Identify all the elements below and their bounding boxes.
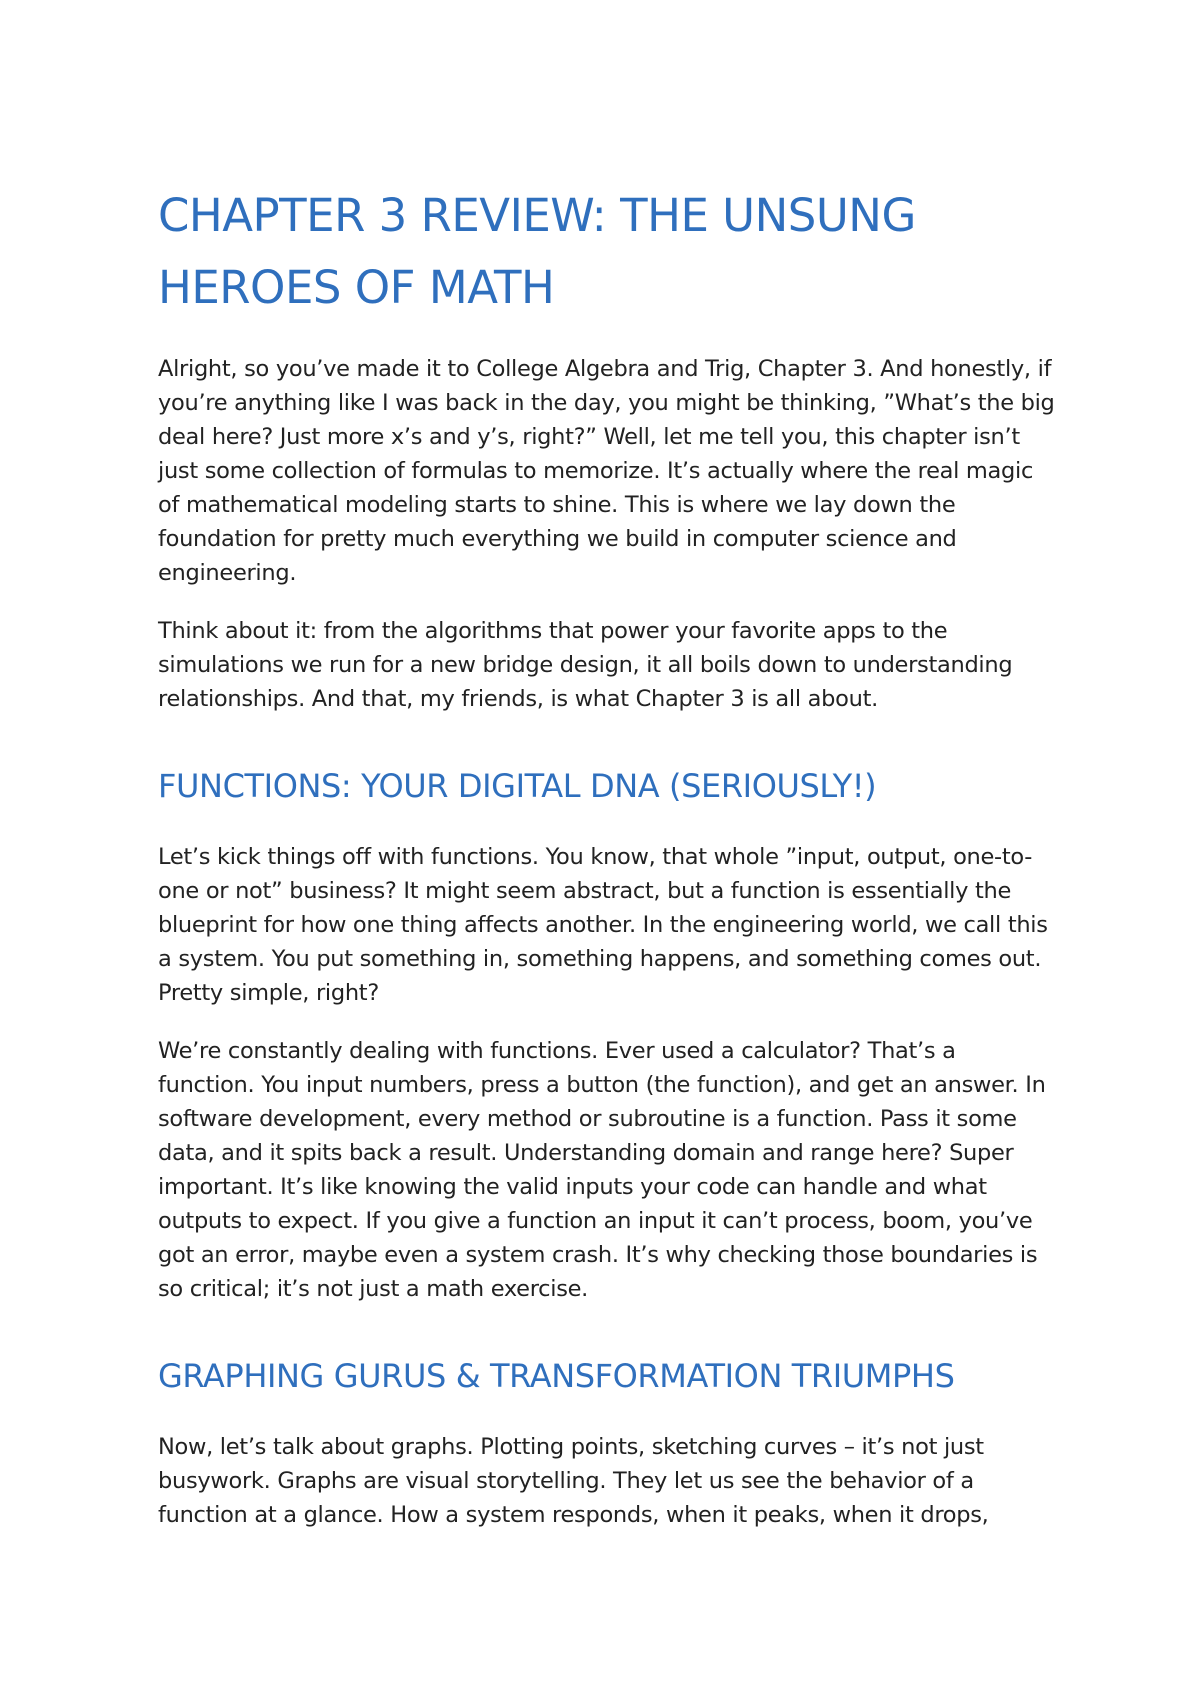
functions-paragraph-2: We’re constantly dealing with functions. Ever used a calculator? That’s a function. You input numbers, press a button (the function), and get an answer. In software development, every method or subroutine is a function. Pass it some data, and it spits back a result. Understanding domain and range here? Super important. It’s like knowing the valid inputs your code can handle and what outputs to expect. If you give a function an input it can’t process, boom, you’ve got an error, maybe even a system crash. It’s why checking those boundaries is so critical; it’s not just a math exercise. [158,1038,1046,1302]
intro-paragraph-2: Think about it: from the algorithms that power your favorite apps to the simulations we run for a new bridge design, it all boils down to understanding relationships. And that, my friends, is what Chapter 3 is all about. [158,618,1013,712]
document-page [158,180,1058,1556]
section-heading-functions: FUNCTIONS: YOUR DIGITAL DNA (SERIOUSLY!) [158,767,877,805]
page-title [158,180,1058,324]
functions-paragraph-1: Let’s kick things off with functions. You know, that whole ”input, output, one-to-one or not” business? It might seem abstract, but a function is essentially the blueprint for how one thing affects another. In the engineering world, we call this a system. You put something in, something happens, and something comes out. Pretty simple, right? [158,844,1048,1006]
intro-paragraph-1: Alright, so you’ve made it to College Algebra and Trig, Chapter 3. And honestly, if you’re anything like I was back in the day, you might be thinking, ”What’s the big deal here? Just more x’s and y’s, right?” Well, let me tell you, this chapter isn’t just some collection of formulas to memorize. It’s actually where the real magic of mathematical modeling starts to shine. This is where we lay down the foundation for pretty much everything we build in computer science and engineering. [158,356,1055,586]
title-line-2: HEROES OF MATH [158,261,555,314]
section-heading-graphing: GRAPHING GURUS & TRANSFORMATION TRIUMPHS [158,1357,955,1395]
title-line-1: CHAPTER 3 REVIEW: THE UNSUNG [158,189,916,242]
graphing-paragraph-1: Now, let’s talk about graphs. Plotting points, sketching curves – it’s not just busywork. Graphs are visual storytelling. They let us see the behavior of a function at a glance. How a system responds, when it peaks, when it drops, [158,1434,989,1528]
